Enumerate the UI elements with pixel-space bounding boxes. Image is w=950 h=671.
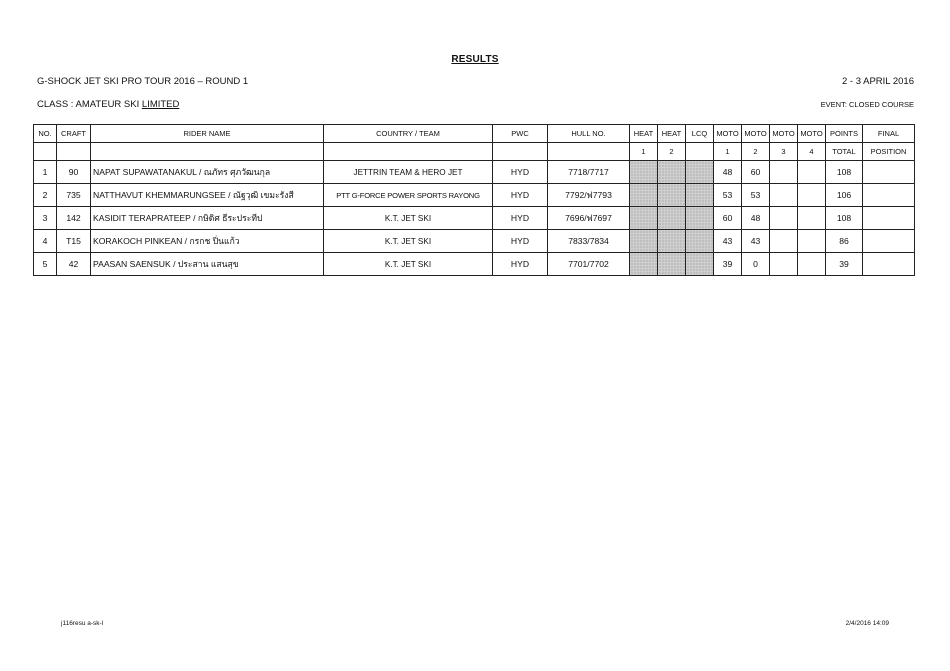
cell-points-total: 39 — [826, 253, 863, 276]
footer-timestamp: 2/4/2016 14:09 — [845, 620, 889, 627]
cell-moto-3 — [770, 184, 798, 207]
cell-lcq — [686, 161, 714, 184]
cell-points-total: 106 — [826, 184, 863, 207]
header-moto-3: MOTO — [770, 125, 798, 143]
class-prefix: CLASS : AMATEUR SKI — [37, 99, 142, 110]
cell-moto-3 — [770, 230, 798, 253]
cell-moto-4 — [798, 161, 826, 184]
cell-moto-1: 53 — [714, 184, 742, 207]
cell-moto-3 — [770, 253, 798, 276]
cell-pwc: HYD — [493, 184, 548, 207]
cell-moto-4 — [798, 184, 826, 207]
header-final: FINAL — [863, 125, 915, 143]
cell-craft: T15 — [57, 230, 91, 253]
cell-heat-1 — [630, 207, 658, 230]
cell-moto-2: 60 — [742, 161, 770, 184]
cell-final-position — [863, 207, 915, 230]
cell-pwc: HYD — [493, 161, 548, 184]
cell-team: PTT G-FORCE POWER SPORTS RAYONG — [324, 184, 493, 207]
cell-moto-3 — [770, 161, 798, 184]
cell-points-total: 86 — [826, 230, 863, 253]
header-moto-4-sub: 4 — [798, 143, 826, 161]
header-heat-2-sub: 2 — [658, 143, 686, 161]
table-row — [34, 184, 915, 207]
event-type: EVENT: CLOSED COURSE — [820, 100, 914, 109]
header-moto-2: MOTO — [742, 125, 770, 143]
cell-no: 3 — [34, 207, 57, 230]
header-moto-4: MOTO — [798, 125, 826, 143]
header-rider-name-sub — [91, 143, 324, 161]
cell-rider: PAASAN SAENSUK / ประสาน แสนสุข — [91, 253, 324, 276]
cell-heat-1 — [630, 184, 658, 207]
header-pwc: PWC — [493, 125, 548, 143]
cell-rider: NATTHAVUT KHEMMARUNGSEE / ณัฐวุฒิ เขมะรังสี — [91, 184, 324, 207]
cell-moto-2: 53 — [742, 184, 770, 207]
header-row-bottom — [34, 143, 915, 161]
cell-final-position — [863, 161, 915, 184]
cell-no: 2 — [34, 184, 57, 207]
table-row — [34, 253, 915, 276]
header-row-top — [34, 125, 915, 143]
header-hull-no: HULL NO. — [548, 125, 630, 143]
header-moto-2-sub: 2 — [742, 143, 770, 161]
cell-heat-1 — [630, 230, 658, 253]
cell-rider: KORAKOCH PINKEAN / กรกช ปิ่นแก้ว — [91, 230, 324, 253]
cell-hull: 7701/7702 — [548, 253, 630, 276]
event-name: G-SHOCK JET SKI PRO TOUR 2016 – ROUND 1 — [37, 76, 249, 87]
header-heat-2: HEAT — [658, 125, 686, 143]
cell-heat-2 — [658, 253, 686, 276]
cell-heat-2 — [658, 161, 686, 184]
table-row — [34, 207, 915, 230]
table-row — [34, 161, 915, 184]
header-pwc-sub — [493, 143, 548, 161]
cell-team: K.T. JET SKI — [324, 207, 493, 230]
cell-hull: 7792/ฟ7793 — [548, 184, 630, 207]
cell-final-position — [863, 230, 915, 253]
header-final-position: POSITION — [863, 143, 915, 161]
cell-craft: 735 — [57, 184, 91, 207]
header-lcq: LCQ — [686, 125, 714, 143]
cell-hull: 7696/ฟ7697 — [548, 207, 630, 230]
cell-team: JETTRIN TEAM & HERO JET — [324, 161, 493, 184]
event-dates: 2 - 3 APRIL 2016 — [841, 76, 914, 87]
class-limited: LIMITED — [141, 99, 180, 110]
cell-team: K.T. JET SKI — [324, 253, 493, 276]
cell-moto-4 — [798, 230, 826, 253]
cell-moto-1: 60 — [714, 207, 742, 230]
header-heat-1-sub: 1 — [630, 143, 658, 161]
cell-moto-2: 0 — [742, 253, 770, 276]
cell-no: 5 — [34, 253, 57, 276]
cell-heat-1 — [630, 253, 658, 276]
cell-heat-2 — [658, 207, 686, 230]
class-line — [37, 99, 179, 110]
cell-lcq — [686, 184, 714, 207]
cell-moto-2: 48 — [742, 207, 770, 230]
cell-hull: 7833/7834 — [548, 230, 630, 253]
cell-moto-3 — [770, 207, 798, 230]
cell-points-total: 108 — [826, 161, 863, 184]
header-moto-3-sub: 3 — [770, 143, 798, 161]
header-points: POINTS — [826, 125, 863, 143]
cell-final-position — [863, 253, 915, 276]
cell-rider: KASIDIT TERAPRATEEP / กษิดิศ ธีระประทีป — [91, 207, 324, 230]
cell-team: K.T. JET SKI — [324, 230, 493, 253]
header-heat-1: HEAT — [630, 125, 658, 143]
header-rider-name: RIDER NAME — [91, 125, 324, 143]
footer-file-code: j116resu a-sk-l — [61, 620, 104, 627]
header-craft: CRAFT — [57, 125, 91, 143]
cell-lcq — [686, 230, 714, 253]
cell-craft: 42 — [57, 253, 91, 276]
header-lcq-sub — [686, 143, 714, 161]
cell-pwc: HYD — [493, 207, 548, 230]
results-table — [33, 124, 915, 276]
cell-heat-2 — [658, 230, 686, 253]
header-country-team: COUNTRY / TEAM — [324, 125, 493, 143]
cell-pwc: HYD — [493, 230, 548, 253]
header-moto-1: MOTO — [714, 125, 742, 143]
cell-craft: 90 — [57, 161, 91, 184]
cell-moto-1: 43 — [714, 230, 742, 253]
header-points-total: TOTAL — [826, 143, 863, 161]
header-no: NO. — [34, 125, 57, 143]
cell-pwc: HYD — [493, 253, 548, 276]
cell-moto-4 — [798, 253, 826, 276]
cell-points-total: 108 — [826, 207, 863, 230]
cell-craft: 142 — [57, 207, 91, 230]
cell-moto-1: 48 — [714, 161, 742, 184]
cell-heat-1 — [630, 161, 658, 184]
header-moto-1-sub: 1 — [714, 143, 742, 161]
cell-moto-4 — [798, 207, 826, 230]
cell-moto-2: 43 — [742, 230, 770, 253]
cell-lcq — [686, 253, 714, 276]
cell-rider: NAPAT SUPAWATANAKUL / ณภัทร ศุภวัฒนกุล — [91, 161, 324, 184]
page-title: RESULTS — [451, 54, 499, 65]
cell-lcq — [686, 207, 714, 230]
header-craft-sub — [57, 143, 91, 161]
cell-hull: 7718/7717 — [548, 161, 630, 184]
header-country-team-sub — [324, 143, 493, 161]
cell-heat-2 — [658, 184, 686, 207]
cell-final-position — [863, 184, 915, 207]
table-row — [34, 230, 915, 253]
header-hull-no-sub — [548, 143, 630, 161]
cell-moto-1: 39 — [714, 253, 742, 276]
header-no-sub — [34, 143, 57, 161]
cell-no: 1 — [34, 161, 57, 184]
cell-no: 4 — [34, 230, 57, 253]
